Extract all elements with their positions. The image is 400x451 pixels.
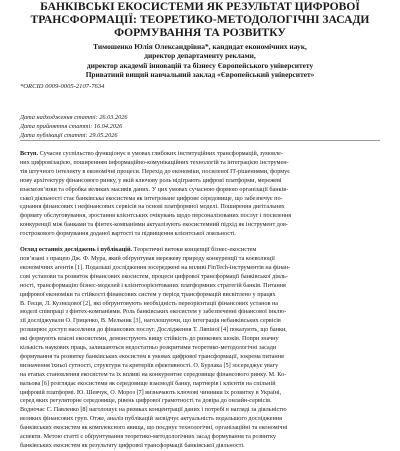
review-line: аспекти. Метою статті є обґрунтування теоретико-методологічних засад формування та розвитку <box>20 433 277 441</box>
review-line: розширює доступ населення до фінансових послуг. Дослідження Т. Ляпіної [4] показують, що банки, <box>20 326 287 334</box>
author-line: директор академії інновацій та бізнесу Європейського університету <box>86 60 314 70</box>
review-line: великих фінансових груп. Отже, аналіз публікацій засвідчує актуальність подальшого дослідження <box>20 415 282 423</box>
author-line: Приватний вищий навчальний заклад «Європейський університет» <box>85 69 315 79</box>
review-line: цифровій платформі. Ю. Шевчук, О. Мороз [7] визначають ключові чинники їх розвитку в Україні, <box>20 388 282 396</box>
review-line: формування та розвитку банківських екосистем в умовах цифрової трансформації, зокрема питання <box>20 352 284 360</box>
review-line: В. Геєця, Л. Кузнєцової [2], які обґрунтовують необхідність переорієнтації фінансових установ на <box>20 299 279 307</box>
intro-line: єднання фінансових і нефінансових сервісів на основі платформної моделі. Поширення дигітальних <box>20 203 285 211</box>
review-line: серед яких регуляторне середовище, рівень цифрової грамотності та довіра до онлайн-сервісів. <box>20 397 272 405</box>
intro-line: них цифровізацією, поширенням інформаційно-комунікаційних технологій та інтеграцією інструмен- <box>20 158 289 166</box>
review-line: цифрової економіки та стійкості фінансових систем у період трансформацій висвітлено у працях <box>20 290 276 298</box>
review-line: ності, трансформацію бізнес-моделей і клієнтоорієнтованих платформних стратегій банків. Питання <box>20 281 286 289</box>
date-received: Дата надходження статті: 26.03.2026 <box>20 114 128 121</box>
title-line: ТРАНСФОРМАЦІЇ: ТЕОРЕТИКО-МЕТОДОЛОГІЧНІ ЗАСАДИ <box>30 13 370 26</box>
author-line: директор департаменту реклами, <box>144 51 256 61</box>
intro-line: ської діяльності стає банківська екосистема як інтегроване цифрове середовище, що забезпечує по- <box>20 194 283 202</box>
article-body <box>20 150 380 451</box>
review-text: Теоретичні витоки концепції бізнес-екосистем <box>133 246 257 254</box>
intro-line: взаємозв’язки та обробка великих масивів даних. У цих умовах сучасною формою організації банків- <box>20 185 289 193</box>
review-line: вальова [6] розглядає екосистеми як середовище взаємодії банку, партнерів і клієнтів на спільній <box>20 379 276 387</box>
author-line: Тимошенко Юлія Олександрівна*, кандидат економічних наук, <box>93 42 307 51</box>
intro-line: гострокового формування доданої вартості та підвищення клієнтської лояльності. <box>20 230 236 238</box>
review-line: Водночас С. Павленко [8] наголошує на ризиках концентрації даних і потребі в нагляді за діяльністю <box>20 406 287 414</box>
title-line: БАНКІВСЬКІ ЕКОСИСТЕМИ ЯК РЕЗУЛЬТАТ ЦИФРОВОЇ <box>40 0 360 13</box>
header-divider <box>20 140 380 141</box>
review-line: зії досліджували О. Гриценко, В. Мельник [3], наголошуючи, що інтеграція небанківських сервісів <box>20 317 281 325</box>
review-line: банківських екосистем як результату цифрової трансформації банківської діяльності. <box>20 442 245 449</box>
date-published: Дата публікації статті: 29.05.2026 <box>20 132 118 140</box>
review-line: сові установи та розвиток фінансових екосистем, процеси цифрової трансформації банківської діяль- <box>20 272 288 280</box>
intro-line: формату обслуговування, зростання клієнтських очікувань щодо персоналізованих послуг і посилення <box>20 212 292 220</box>
intro-line: тів штучного інтелекту в економічні процеси. Перехід до економіки, посиленої ІТ-рішеннями, формує <box>20 167 290 175</box>
review-line: пов’язані з працею Дж. Ф. Мура, який обґрунтував мережеву природу конкуренції та коеволюції <box>20 254 275 262</box>
review-heading: Огляд останніх досліджень і публікацій. <box>20 246 133 254</box>
article-dates <box>20 113 128 141</box>
review-line: банківських екосистем як комплексного явища, що поєднує технологічні, організаційні та економічні <box>20 424 288 432</box>
title-line: ФОРМУВАННЯ ТА РОЗВИТКУ <box>114 26 286 39</box>
review-first-line <box>20 246 380 255</box>
intro-heading: Вступ. <box>20 150 39 157</box>
intro-first-line <box>20 150 380 159</box>
intro-line: нову архітектуру фінансового ринку, у якій ключову роль відіграють цифрові платформи, мережеві <box>20 176 282 184</box>
review-line: на етапах становлення екосистем та їх впливі на конкурентне середовище фінансового ринку. М. Ко- <box>20 370 287 378</box>
review-line: економічних агентів [1]. Подальші дослідження зосереджені на впливі FinTech-інструментів на фінан- <box>20 263 291 271</box>
review-line: які формують власні екосистеми, демонструють вищу стійкість до ринкових шоків. Попри значну <box>20 335 279 343</box>
intro-text: Сучасне суспільство функціонує в умовах глибоких інституційних трансформацій, зумовле- <box>39 150 283 157</box>
review-line: моделі співпраці з фінтех-компаніями. Роль банківських екосистем у забезпеченні фінансової інклю- <box>20 308 287 316</box>
review-line: кількість наукових праць, залишаються недостатньо розкритими теоретико-методологічні засади <box>20 344 277 352</box>
author-block <box>0 42 400 79</box>
date-accepted: Дата прийняття статті: 16.04.2026 <box>20 123 123 131</box>
intro-line: конкуренції між банками та фінтех-компаніями актуалізують екосистемний підхід як інструмент дов- <box>20 221 288 229</box>
review-line: визначення їхньої сутності, структури та критеріїв ефективності. О. Бурлака [5] зосереджує увагу <box>20 361 279 369</box>
orcid-id: *ORCID 0009-0005-2107-7634 <box>20 83 105 90</box>
article-title <box>0 0 400 39</box>
